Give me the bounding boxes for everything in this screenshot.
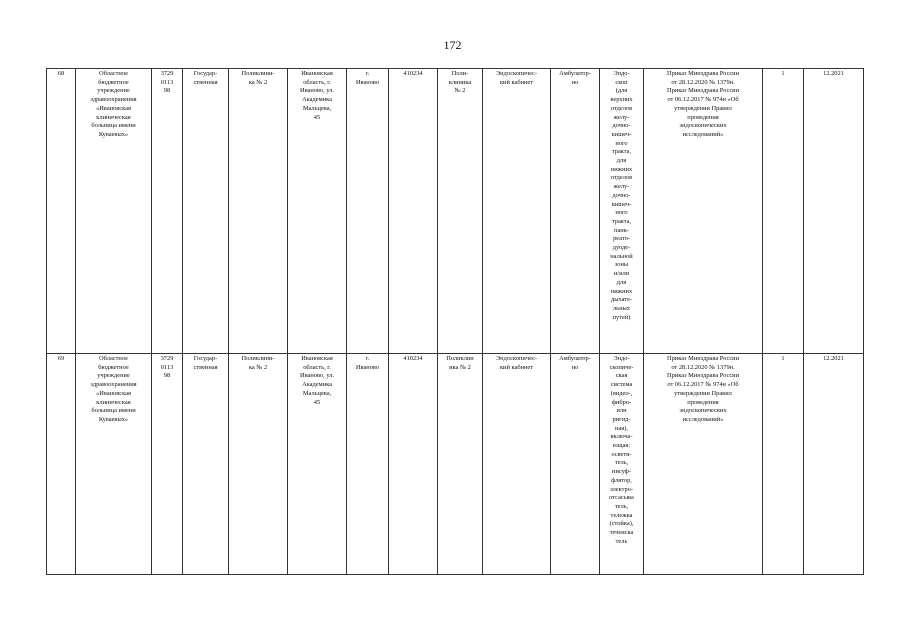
cell-equipment: Эндо- скоп (для верхних отделов желу- дочно- кишеч- ного тракта, для нижних отделов желу- дочно- кишеч- ного тракта, панк- реато- дуоде- нальной зоны и/или для нижних дыхате- льных путей) — [600, 69, 644, 354]
cell-equipment: Эндо- скопиче- ская система (видео-, фибро- или ригид- ная), включа- ющая: освети- тель, инсуф- флятор, электро- отсасыва тель, тележка (стойка), течеиска тель — [600, 354, 644, 575]
cell-ownership: Государ- ственная — [183, 354, 229, 575]
cell-organization: Областное бюджетное учреждение здравоохранения «Ивановская клиническая больница имени Куваевых» — [76, 69, 152, 354]
cell-order: Приказ Минздрава России от 28.12.2020 № 1379н. Приказ Минздрава России от 06.12.2017 № 974н «Об утверждении Правил проведения эндоскопических исследований» — [644, 354, 763, 575]
cell-subdivision: Поликлини- ка № 2 — [229, 354, 288, 575]
cell-number: 69 — [47, 354, 76, 575]
cell-postcode: 410234 — [389, 354, 438, 575]
equipment-registry-table — [46, 68, 864, 575]
cell-subdivision: Поликлини- ка № 2 — [229, 69, 288, 354]
cell-unit: Поли- клиника № 2 — [438, 69, 483, 354]
cell-date: 12.2021 — [804, 69, 864, 354]
cell-unit: Поликлин ика № 2 — [438, 354, 483, 575]
cell-inn: 3729 0113 98 — [152, 354, 183, 575]
table-row — [47, 69, 864, 354]
cell-care-type: Амбулатор- но — [551, 354, 600, 575]
cell-number: 68 — [47, 69, 76, 354]
cell-organization: Областное бюджетное учреждение здравоохранения «Ивановская клиническая больница имени Куваевых» — [76, 354, 152, 575]
cell-date: 12.2021 — [804, 354, 864, 575]
cell-inn: 3729 0113 98 — [152, 69, 183, 354]
table-row — [47, 354, 864, 575]
cell-city: г. Иваново — [347, 69, 389, 354]
cell-postcode: 410234 — [389, 69, 438, 354]
cell-care-type: Амбулатор- но — [551, 69, 600, 354]
cell-address: Ивановская область, г. Иваново, ул. Академика Мальцева, 45 — [288, 69, 347, 354]
cell-address: Ивановская область, г. Иваново, ул. Академика Мальцева, 45 — [288, 354, 347, 575]
page-number: 172 — [443, 38, 462, 52]
cell-order: Приказ Минздрава России от 28.12.2020 № 1379н. Приказ Минздрава России от 06.12.2017 № 974н «Об утверждении Правил проведения эндоскопических исследований» — [644, 69, 763, 354]
cell-ownership: Государ- ственная — [183, 69, 229, 354]
cell-quantity: 1 — [763, 354, 804, 575]
cell-room: Эндоскопичес- кий кабинет — [483, 354, 551, 575]
cell-quantity: 1 — [763, 69, 804, 354]
cell-room: Эндоскопичес- кий кабинет — [483, 69, 551, 354]
cell-city: г. Иваново — [347, 354, 389, 575]
